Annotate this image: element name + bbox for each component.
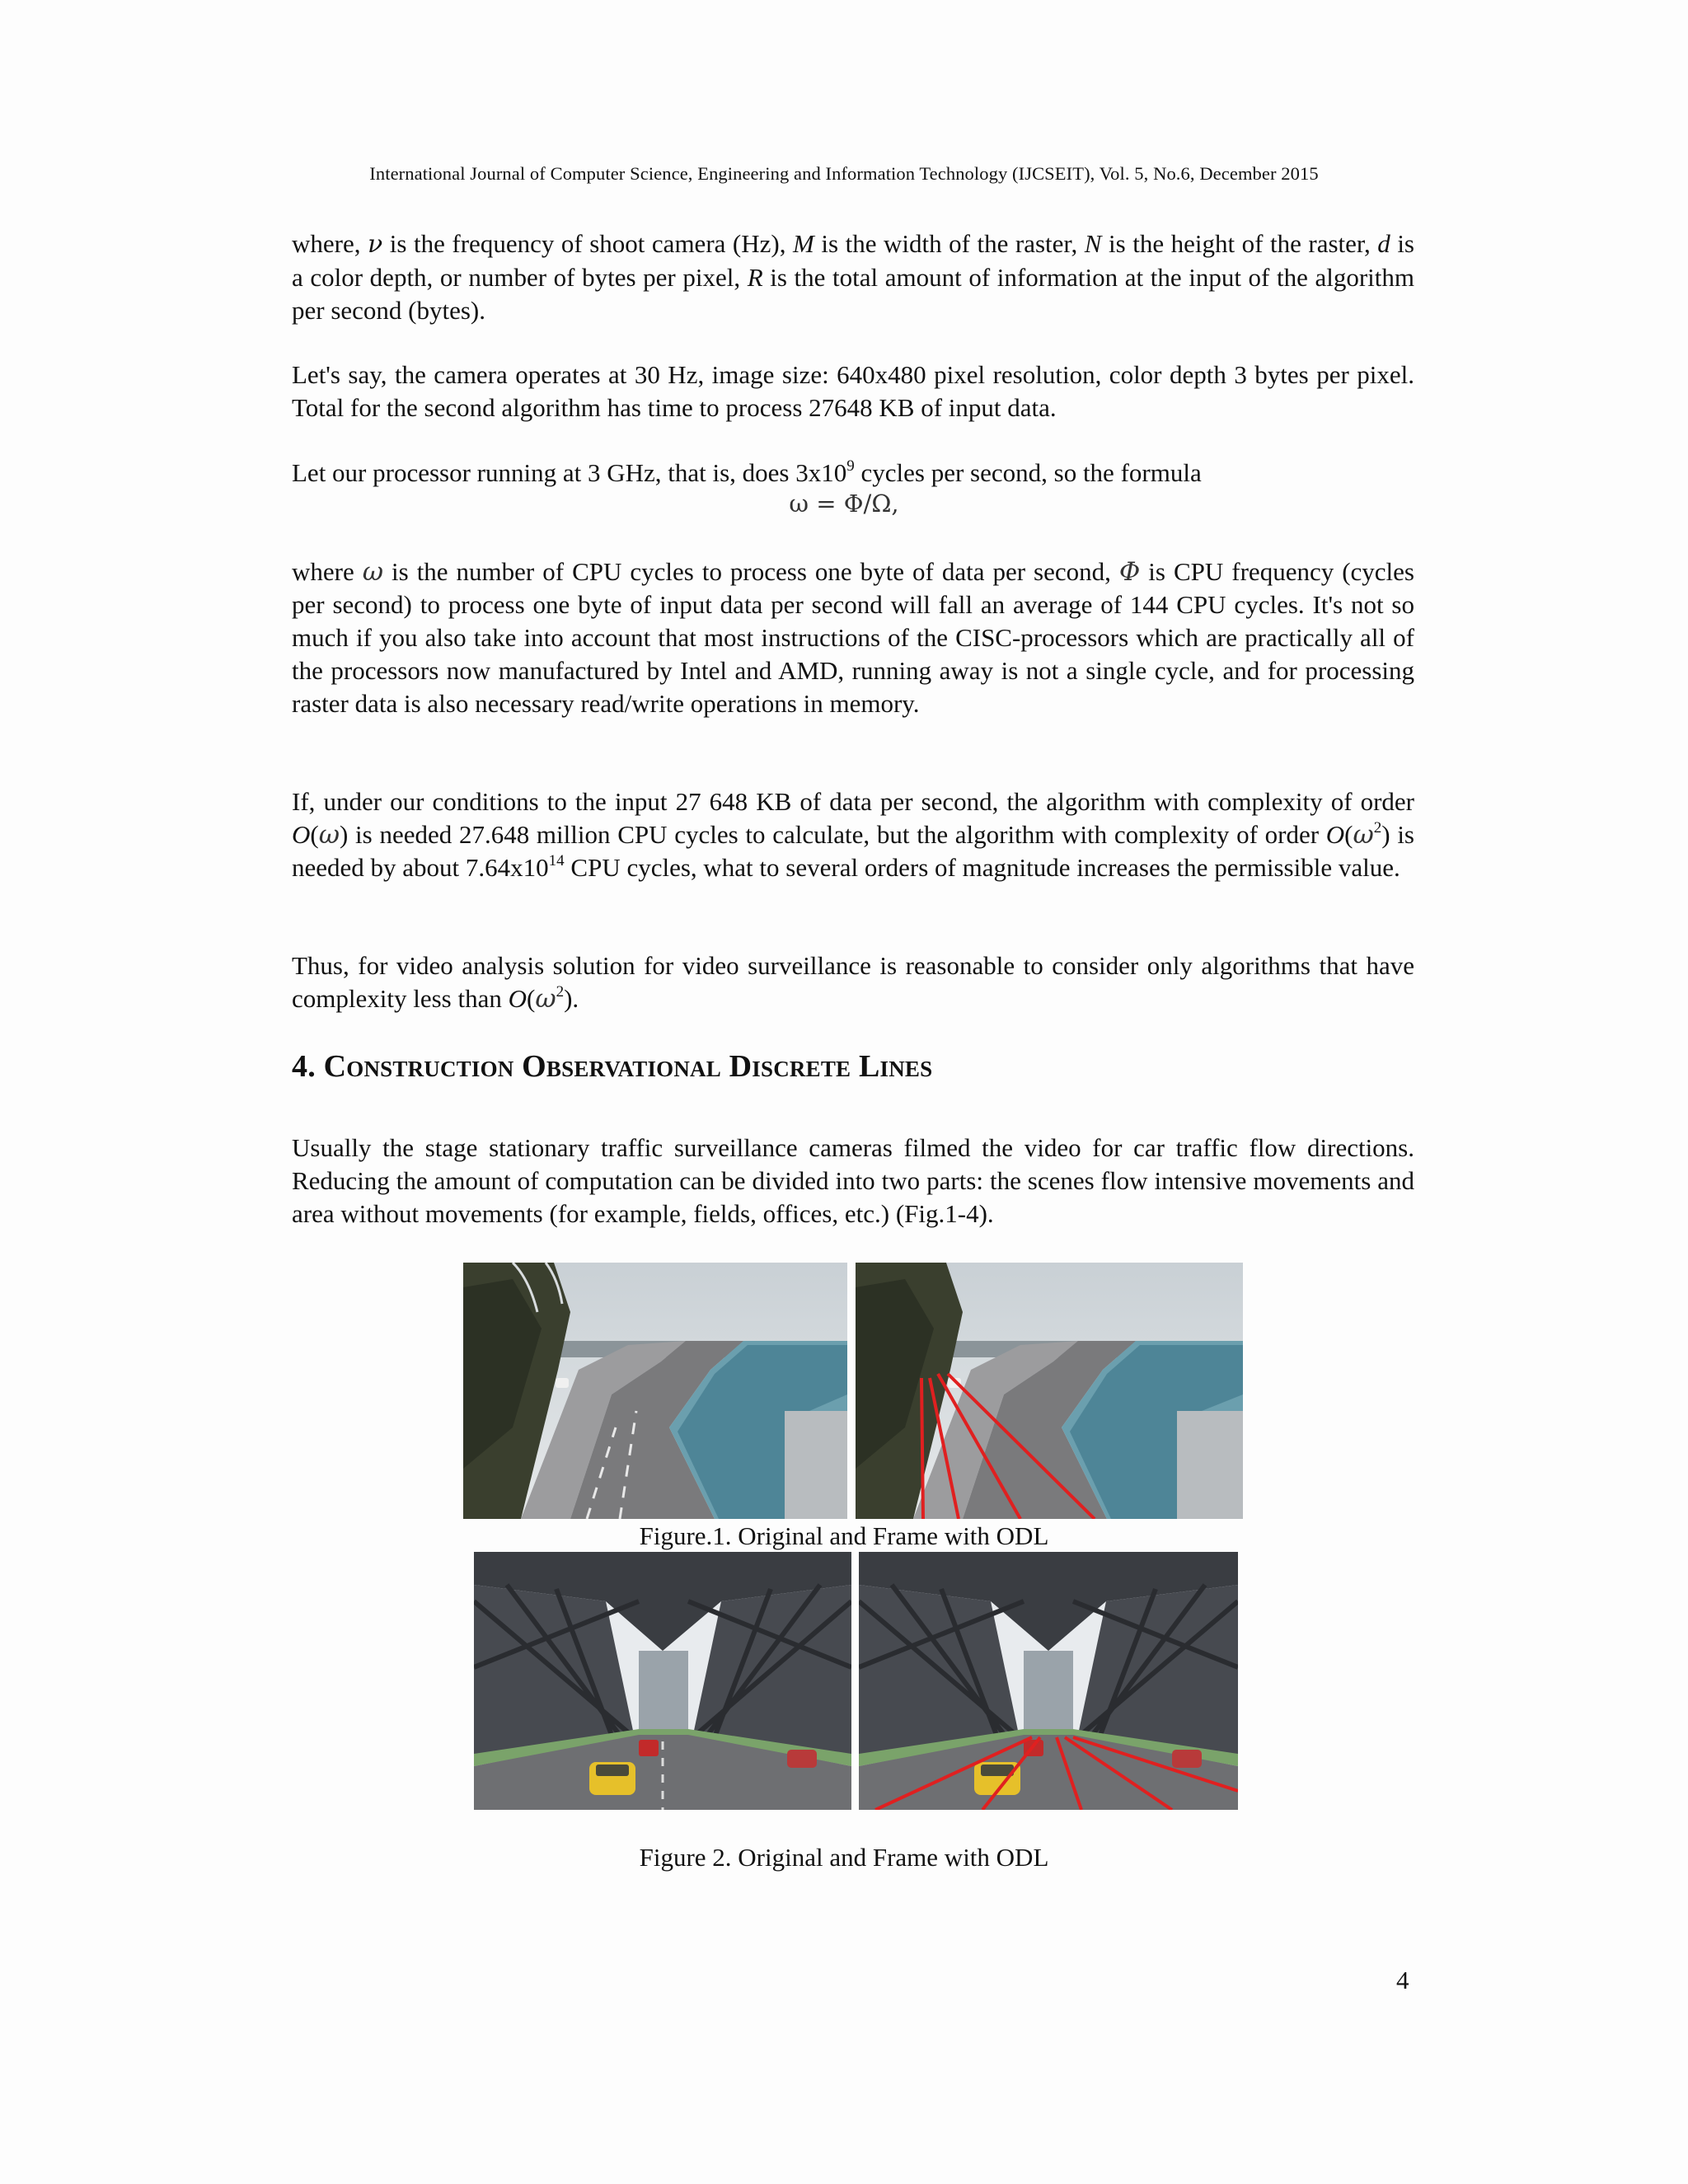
section-heading: 4. Construction Observational Discrete Lines	[292, 1049, 933, 1084]
paragraph-cpu-cycles: where ω is the number of CPU cycles to process one byte of data per second, Φ is CPU frequency (cycles per second) to process one byte of input data per second will fall an average of 144 CPU cycles. It's not so much if you also take into account that most instructions of the CISC-processors which are practically all of the processors now manufactured by Intel and AMD, running away is not a single cycle, and for processing raster data is also necessary read/write operations in memory.	[292, 557, 1414, 718]
journal-header: International Journal of Computer Science, Engineering and Information Technology (IJCSEIT), Vol. 5, No.6, December 2015	[369, 163, 1319, 184]
figure2-caption: Figure 2. Original and Frame with ODL	[639, 1843, 1049, 1872]
figure1-caption: Figure.1. Original and Frame with ODL	[639, 1521, 1049, 1550]
figure2-original-image	[474, 1552, 851, 1810]
paragraph-complexity: If, under our conditions to the input 27 648 KB of data per second, the algorithm with complexity of order O(ω) is needed 27.648 million CPU cycles to calculate, but the algorithm with complexity of order $O(\omega^2)$ is needed by about $7.64x10^{14}$ CPU cycles, what to several orders of magnitude increases the permissible value.	[292, 787, 1414, 882]
formula-omega: ω = Φ/Ω,	[789, 490, 899, 518]
paragraph-processor: Let our processor running at 3 GHz, that is, does $3x10^9$ cycles per second, so the formula	[292, 457, 1202, 487]
paragraph-traffic: Usually the stage stationary traffic surveillance cameras filmed the video for car traffic flow directions. Reducing the amount of computation can be divided into two parts: the scenes flow intensive movements and area without movements (for example, fields, offices, etc.) (Fig.1-4).	[292, 1133, 1414, 1228]
page-number: 4	[1396, 1966, 1409, 1994]
paragraph-conclusion: Thus, for video analysis solution for video surveillance is reasonable to consider only algorithms that have complexity less than $O(\omega^2)$.	[292, 951, 1414, 1014]
figure1-odl-image	[856, 1263, 1243, 1519]
paragraph-camera: Let's say, the camera operates at 30 Hz, image size: 640x480 pixel resolution, color depth 3 bytes per pixel. Total for the second algorithm has time to process 27648 KB of input data.	[292, 360, 1414, 422]
figure2-odl-image	[859, 1552, 1238, 1810]
paragraph-variables: where, ν is the frequency of shoot camera (Hz), M is the width of the raster, N is the height of the raster, d is a color depth, or number of bytes per pixel, R is the total amount of information at the input of the algorithm per second (bytes).	[292, 229, 1415, 325]
figure1-original-image	[463, 1263, 847, 1519]
